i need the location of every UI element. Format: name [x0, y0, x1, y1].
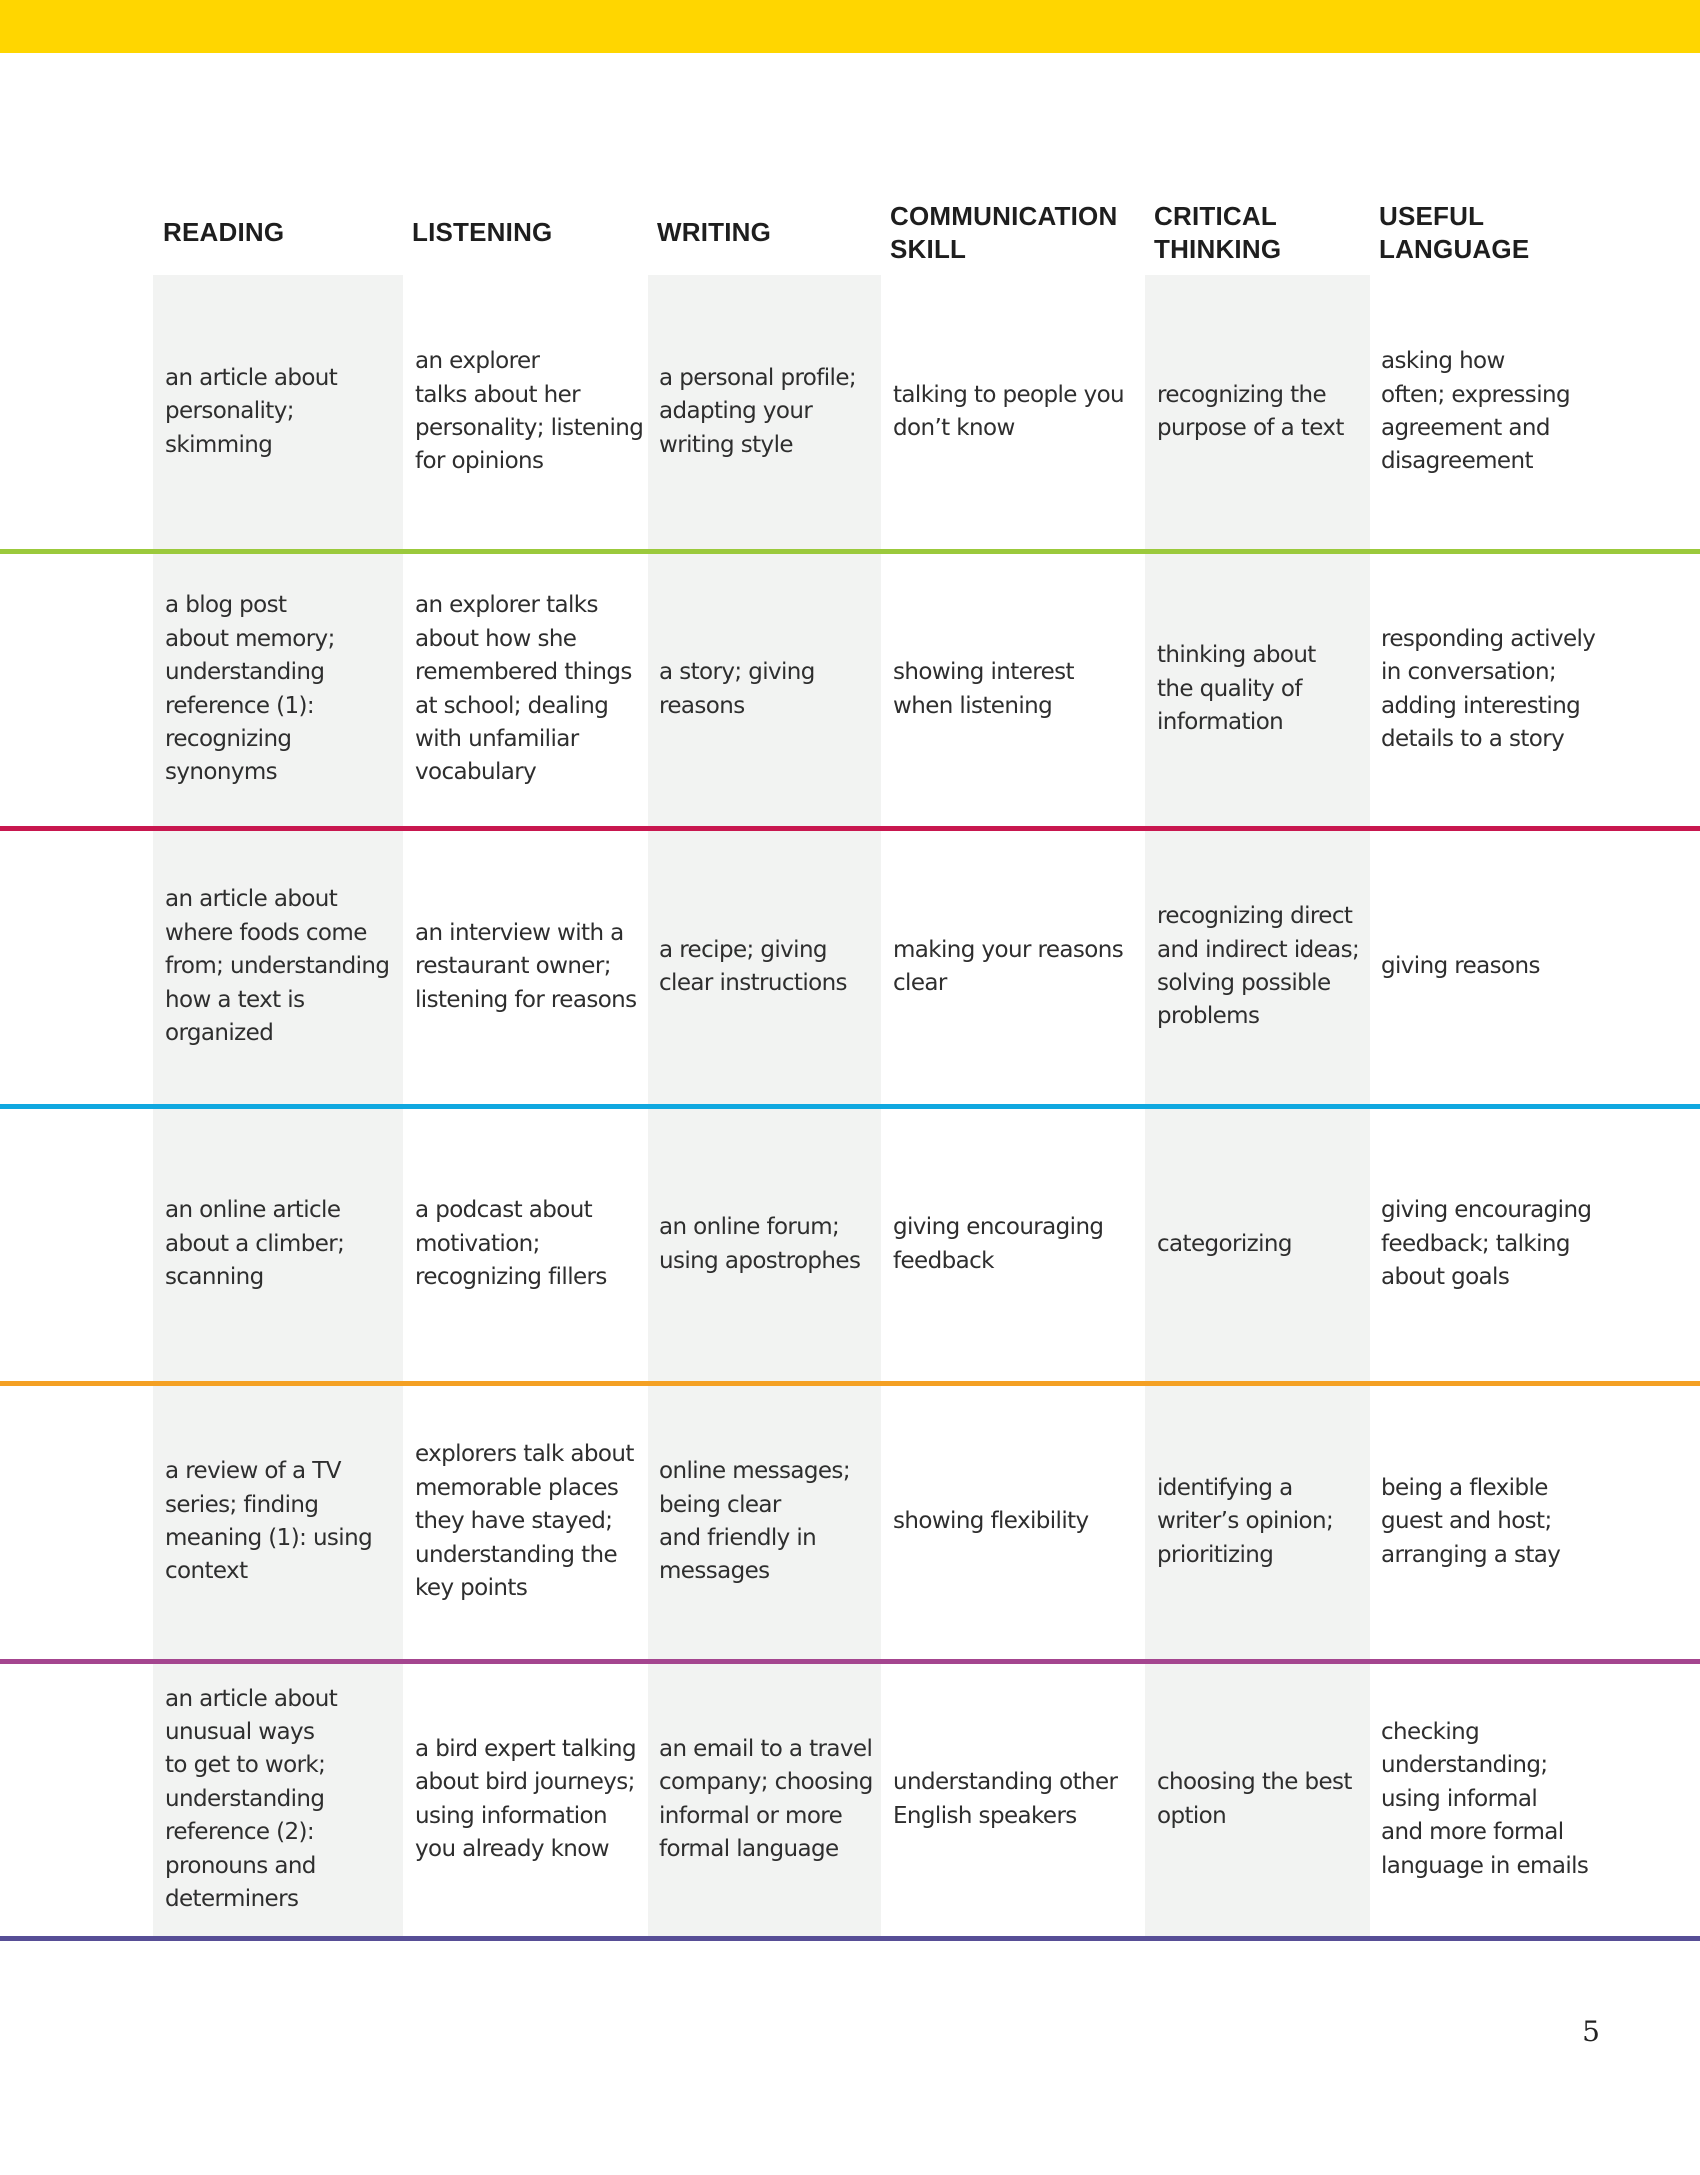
cell-listening — [415, 553, 645, 827]
cell-text: a recipe; giving clear instructions — [659, 936, 847, 996]
cell-critical-thinking — [1157, 1385, 1367, 1659]
top-color-band — [0, 0, 1700, 53]
cell-reading — [165, 830, 395, 1104]
cell-text: a personal profile; adapting your writing style — [659, 364, 857, 458]
cell-text: giving encouraging feedback; talking about goals — [1381, 1197, 1592, 1291]
cell-text: giving reasons — [1381, 953, 1540, 980]
column-header-listening: LISTENING — [412, 217, 553, 247]
cell-text: a review of a TV series; finding meaning (1): using context — [165, 1458, 373, 1585]
cell-useful-language — [1381, 275, 1641, 549]
cell-writing — [659, 830, 879, 1104]
cell-text: understanding other English speakers — [893, 1769, 1118, 1829]
cell-text: an explorer talks about her personality; listening for opinions — [415, 348, 644, 475]
cell-text: explorers talk about memorable places they have stayed; understanding the key points — [415, 1441, 634, 1602]
column-header-writing: WRITING — [657, 217, 772, 247]
cell-text: showing flexibility — [893, 1508, 1089, 1535]
cell-useful-language — [1381, 1385, 1641, 1659]
table-row — [0, 1108, 1700, 1382]
cell-writing — [659, 1663, 879, 1937]
cell-writing — [659, 1108, 879, 1382]
cell-communication-skill — [893, 1385, 1143, 1659]
cell-listening — [415, 1108, 645, 1382]
cell-useful-language — [1381, 553, 1641, 827]
cell-text: an email to a travel company; choosing informal or more formal language — [659, 1735, 873, 1862]
table-row — [0, 553, 1700, 827]
cell-reading — [165, 1385, 395, 1659]
cell-text: identifying a writer’s opinion; prioritizing — [1157, 1474, 1334, 1568]
cell-communication-skill — [893, 1663, 1143, 1937]
cell-communication-skill — [893, 830, 1143, 1104]
cell-text: responding actively in conversation; adding interesting details to a story — [1381, 625, 1596, 752]
page-number: 5 — [1582, 2015, 1600, 2048]
cell-useful-language — [1381, 830, 1641, 1104]
cell-text: showing interest when listening — [893, 659, 1074, 719]
cell-text: an article about where foods come from; understanding how a text is organized — [165, 886, 390, 1047]
cell-critical-thinking — [1157, 1663, 1367, 1937]
cell-text: an explorer talks about how she remembered things at school; dealing with unfamiliar vocabulary — [415, 592, 632, 786]
table-row — [0, 275, 1700, 549]
row-divider — [0, 1936, 1700, 1941]
cell-writing — [659, 553, 879, 827]
table-row — [0, 830, 1700, 1104]
cell-text: an interview with a restaurant owner; listening for reasons — [415, 919, 637, 1013]
column-header-useful-language: USEFUL LANGUAGE — [1379, 200, 1530, 264]
cell-text: an article about unusual ways to get to work; understanding reference (2): pronouns and determiners — [165, 1685, 338, 1913]
cell-text: a story; giving reasons — [659, 659, 815, 719]
cell-critical-thinking — [1157, 553, 1367, 827]
cell-communication-skill — [893, 275, 1143, 549]
cell-useful-language — [1381, 1108, 1641, 1382]
cell-critical-thinking — [1157, 1108, 1367, 1382]
cell-listening — [415, 275, 645, 549]
cell-reading — [165, 1108, 395, 1382]
table-row — [0, 1663, 1700, 1937]
cell-listening — [415, 1385, 645, 1659]
cell-listening — [415, 830, 645, 1104]
cell-text: being a flexible guest and host; arranging a stay — [1381, 1474, 1561, 1568]
cell-useful-language — [1381, 1663, 1641, 1937]
cell-reading — [165, 275, 395, 549]
cell-writing — [659, 275, 879, 549]
cell-text: a bird expert talking about bird journeys; using information you already know — [415, 1735, 637, 1862]
cell-text: choosing the best option — [1157, 1769, 1352, 1829]
cell-writing — [659, 1385, 879, 1659]
cell-listening — [415, 1663, 645, 1937]
cell-text: online messages; being clear and friendly in messages — [659, 1458, 850, 1585]
cell-text: categorizing — [1157, 1230, 1292, 1257]
column-header-critical-thinking: CRITICAL THINKING — [1154, 200, 1282, 264]
cell-critical-thinking — [1157, 275, 1367, 549]
cell-text: giving encouraging feedback — [893, 1214, 1104, 1274]
cell-reading — [165, 553, 395, 827]
table-header-row — [0, 190, 1700, 275]
cell-communication-skill — [893, 553, 1143, 827]
table-row — [0, 1385, 1700, 1659]
cell-text: checking understanding; using informal and more formal language in emails — [1381, 1718, 1589, 1879]
cell-text: recognizing the purpose of a text — [1157, 381, 1344, 441]
cell-text: talking to people you don’t know — [893, 381, 1125, 441]
cell-text: asking how often; expressing agreement and disagreement — [1381, 348, 1570, 475]
cell-text: an article about personality; skimming — [165, 364, 338, 458]
cell-text: thinking about the quality of information — [1157, 642, 1316, 736]
cell-text: a blog post about memory; understanding reference (1): recognizing synonyms — [165, 592, 335, 786]
cell-reading — [165, 1663, 395, 1937]
cell-text: an online article about a climber; scanning — [165, 1197, 345, 1291]
cell-communication-skill — [893, 1108, 1143, 1382]
cell-text: a podcast about motivation; recognizing fillers — [415, 1197, 607, 1291]
cell-critical-thinking — [1157, 830, 1367, 1104]
column-header-communication-skill: COMMUNICATION SKILL — [890, 200, 1118, 264]
cell-text: an online forum; using apostrophes — [659, 1214, 861, 1274]
cell-text: recognizing direct and indirect ideas; solving possible problems — [1157, 903, 1360, 1030]
cell-text: making your reasons clear — [893, 936, 1124, 996]
column-header-reading: READING — [163, 217, 285, 247]
